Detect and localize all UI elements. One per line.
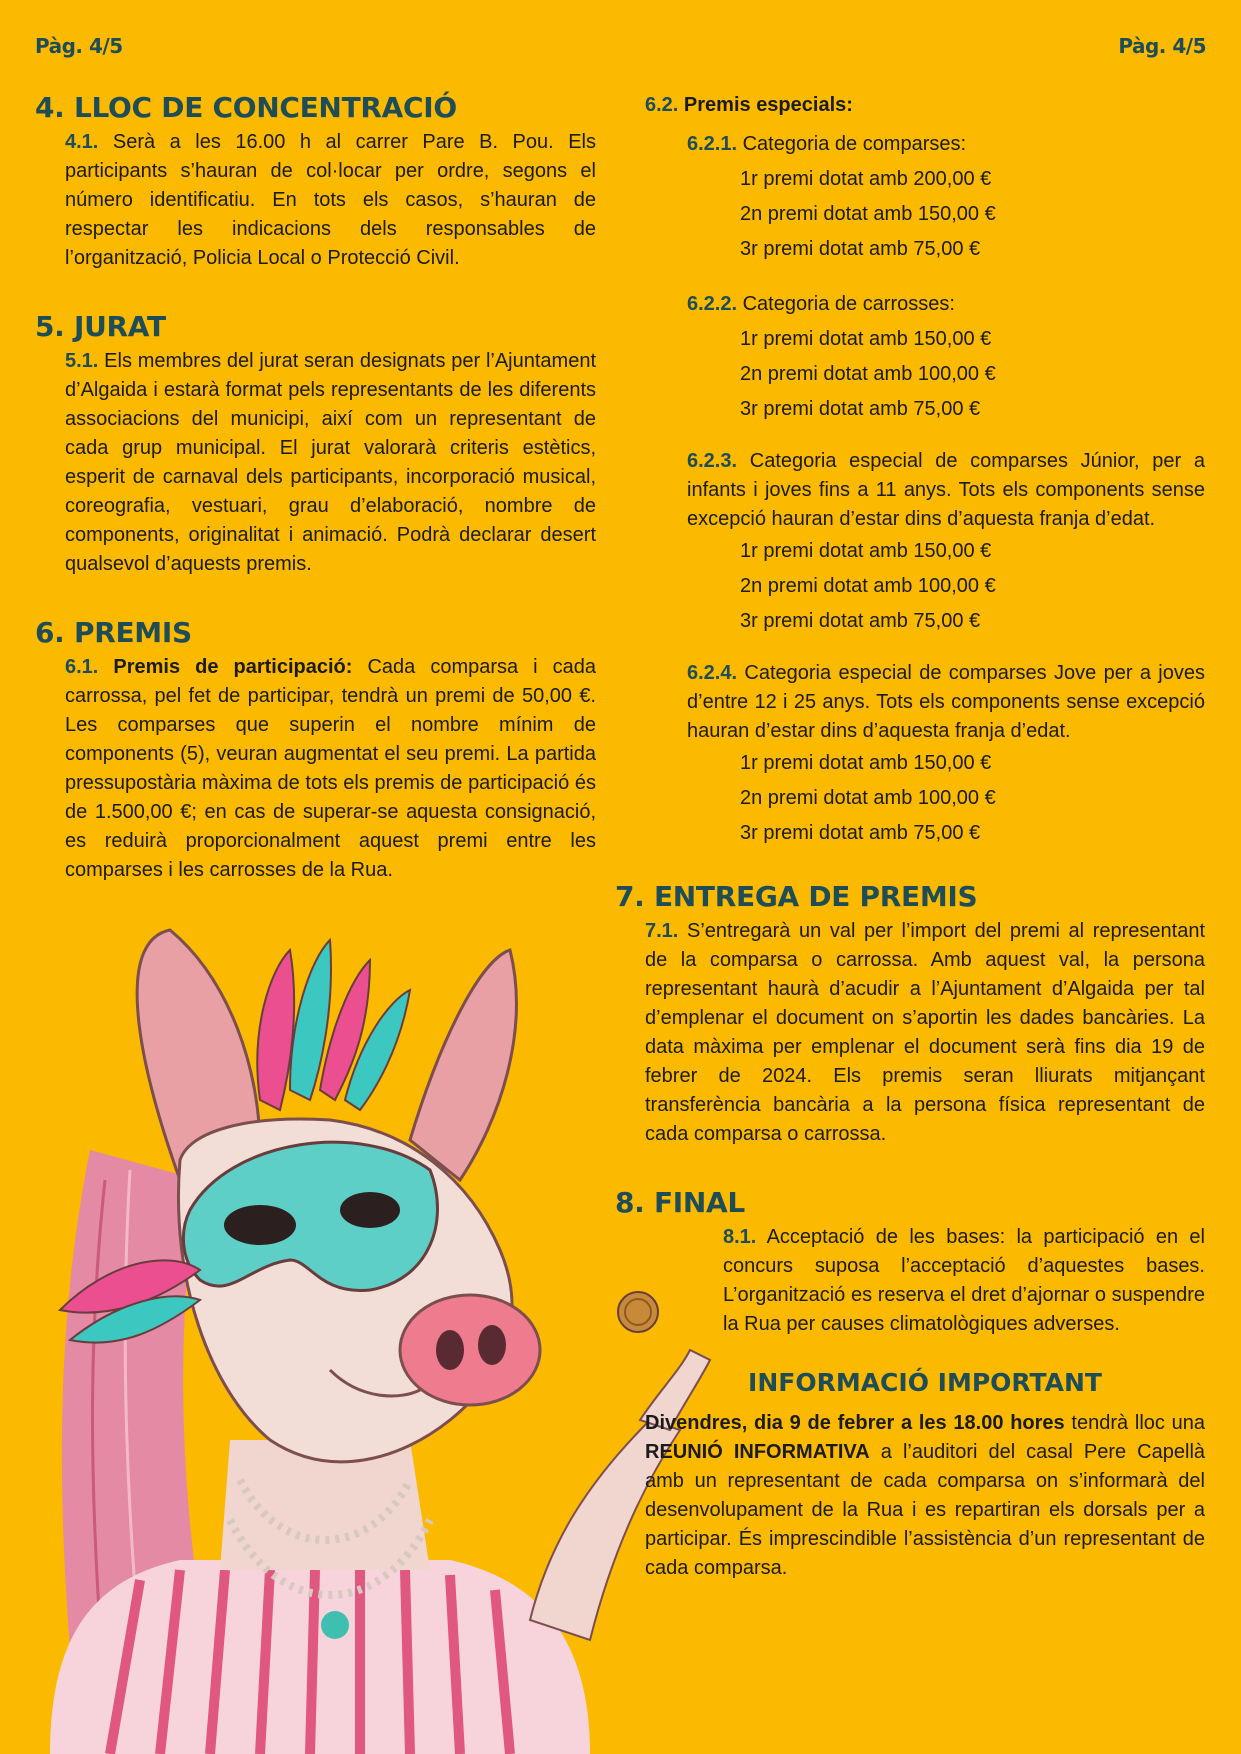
category-comparses bbox=[687, 127, 1205, 267]
info-text-2: a l’auditori del casal Pere Capellà amb un representant de cada comparsa on s’informarà del desenvolupament de la Rua i es repartiran els dorsals per a participar. És imprescindible l’assistència d’un representant de cada comparsa. bbox=[645, 1441, 1206, 1579]
section-5-1 bbox=[35, 347, 596, 579]
category-junior bbox=[687, 447, 1205, 639]
clause-number: 6.2.4. bbox=[687, 662, 738, 684]
category-text: Categoria especial de comparses Jove per a joves d’entre 12 i 25 anys. Tots els components sense excepció hauran d’estar dins d’aquesta franja d’edat. bbox=[687, 662, 1205, 742]
prize-item: 2n premi dotat amb 100,00 € bbox=[740, 363, 996, 385]
info-text-1: tendrà lloc una bbox=[1071, 1412, 1205, 1434]
section-8 bbox=[615, 1183, 1205, 1339]
prize-item: 1r premi dotat amb 150,00 € bbox=[740, 752, 992, 774]
section-5 bbox=[35, 307, 596, 579]
clause-text: Els membres del jurat seran designats per l’Ajuntament d’Algaida i estarà format pels representants de les diferents associacions del municipi, així com un representant de cada grup municipal. El jurat valorarà criteris estètics, esperit de carnaval dels participants, incorporació musical, coreografia, vestuari, grau d’elaboració, nombre de components, originalitat i animació. Podrà declarar desert qualsevol d’aquests premis. bbox=[65, 350, 597, 575]
clause-text: Serà a les 16.00 h al carrer Pare B. Pou. Els participants s’hauran de col·locar per ordre, segons el número identificatiu. En tots els casos, s’hauran de respectar les indicacions dels responsables de l’organització, Policia Local o Protecció Civil. bbox=[65, 131, 596, 269]
section-6-2-heading bbox=[645, 88, 1205, 123]
clause-text: S’entregarà un val per l’import del premi al representant de la comparsa o carrossa. Amb aquest val, la persona representant haurà d’acudir a l’Ajuntament d’Algaida per tal d’emplenar el document on s’aportin les dades bancàries. La data màxima per emplenar el document serà fins dia 19 de febrer de 2024. Els premis seran lliurats mitjançant transferència bancària a la persona física representant de cada comparsa o carrossa. bbox=[645, 920, 1205, 1145]
section-8-1 bbox=[615, 1223, 1205, 1339]
info-date: Divendres, dia 9 de febrer a les 18.00 hores bbox=[645, 1412, 1065, 1434]
info-text bbox=[645, 1409, 1205, 1583]
clause-bold: Premis especials: bbox=[683, 94, 853, 116]
section-8-title: 8. FINAL bbox=[615, 1186, 745, 1219]
category-jove bbox=[687, 659, 1205, 851]
clause-number: 8.1. bbox=[723, 1226, 757, 1248]
category-carrosses bbox=[687, 287, 1205, 427]
right-column bbox=[615, 88, 1206, 1583]
prize-item: 3r premi dotat amb 75,00 € bbox=[740, 822, 981, 844]
prize-item: 3r premi dotat amb 75,00 € bbox=[740, 398, 981, 420]
clause-text: Acceptació de les bases: la participació en el concurs suposa l’acceptació d’aquestes bases. L’organització es reserva el dret d’ajornar o suspendre la Rua per causes climatològiques adverses. bbox=[723, 1226, 1206, 1335]
category-heading bbox=[687, 127, 1205, 162]
clause-number: 7.1. bbox=[645, 920, 679, 942]
clause-number: 6.2.2. bbox=[687, 293, 738, 315]
clause-number: 6.2. bbox=[645, 94, 679, 116]
clause-number: 4.1. bbox=[65, 131, 99, 153]
section-5-title: 5. JURAT bbox=[35, 310, 166, 343]
info-title: INFORMACIÓ IMPORTANT bbox=[748, 1368, 1102, 1397]
clause-number: 6.2.3. bbox=[687, 450, 738, 472]
clause-number: 5.1. bbox=[65, 350, 99, 372]
clause-bold: Premis de participació: bbox=[113, 656, 353, 678]
important-info-box bbox=[645, 1363, 1205, 1583]
section-6-1 bbox=[35, 653, 596, 885]
clause-text: Cada comparsa i cada carrossa, pel fet de participar, tendrà un premi de 50,00 €. Les comparses que superin el nombre mínim de components (5), veuran augmentat el seu premi. La partida pressupostària màxima de tots els premis de participació és de 1.500,00 €; en cas de superar-se aquesta consignació, es reduirà proporcionalment aquest premi entre les comparses i les carrosses de la Rua. bbox=[65, 656, 597, 881]
prize-item: 3r premi dotat amb 75,00 € bbox=[740, 610, 981, 632]
prize-item: 1r premi dotat amb 150,00 € bbox=[740, 328, 992, 350]
category-text: Categoria de comparses: bbox=[742, 133, 967, 155]
prize-item: 2n premi dotat amb 150,00 € bbox=[740, 203, 996, 225]
left-column bbox=[35, 88, 596, 919]
category-heading bbox=[687, 287, 1205, 322]
info-meeting: REUNIÓ INFORMATIVA bbox=[645, 1441, 870, 1463]
section-6 bbox=[35, 613, 596, 885]
category-text: Categoria especial de comparses Júnior, per a infants i joves fins a 11 anys. Tots els components sense excepció hauran d’estar dins d’aquesta franja d’edat. bbox=[687, 450, 1206, 530]
category-heading bbox=[687, 447, 1205, 534]
clause-number: 6.2.1. bbox=[687, 133, 738, 155]
prize-item: 1r premi dotat amb 200,00 € bbox=[740, 168, 992, 190]
clause-number: 6.1. bbox=[65, 656, 99, 678]
section-4 bbox=[35, 88, 596, 273]
category-heading bbox=[687, 659, 1205, 746]
section-6-2 bbox=[645, 88, 1205, 851]
prize-item: 2n premi dotat amb 100,00 € bbox=[740, 787, 996, 809]
section-7-title: 7. ENTREGA DE PREMIS bbox=[615, 880, 978, 913]
prize-item: 3r premi dotat amb 75,00 € bbox=[740, 238, 981, 260]
prize-item: 1r premi dotat amb 150,00 € bbox=[740, 540, 992, 562]
section-4-1 bbox=[35, 128, 596, 273]
category-text: Categoria de carrosses: bbox=[742, 293, 955, 315]
section-4-title: 4. LLOC DE CONCENTRACIÓ bbox=[35, 91, 457, 124]
section-7 bbox=[615, 877, 1205, 1149]
prize-item: 2n premi dotat amb 100,00 € bbox=[740, 575, 996, 597]
section-6-title: 6. PREMIS bbox=[35, 616, 192, 649]
section-7-1 bbox=[615, 917, 1205, 1149]
page-number-left: Pàg. 4/5 bbox=[35, 34, 123, 58]
page-number-right: Pàg. 4/5 bbox=[1118, 34, 1206, 58]
